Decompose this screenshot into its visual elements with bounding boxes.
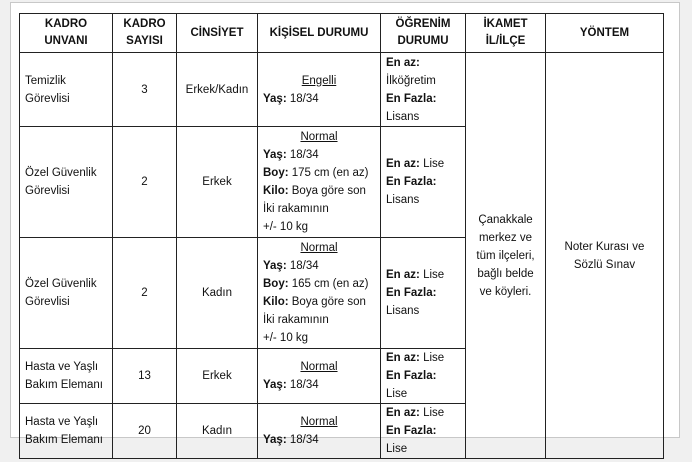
cell-unvan: Özel Güvenlik Görevlisi [20,238,113,349]
cell-kisisel: Normal Yaş: 18/34 Boy: 165 cm (en az) Kilo: Boya göre son İki rakamının +/- 10 kg [258,238,381,349]
cell-kisisel: Normal Yaş: 18/34 [258,349,381,404]
cell-kisisel: Normal Yaş: 18/34 [258,404,381,459]
table-row [20,53,664,127]
cell-cinsiyet: Kadın [177,404,258,459]
cell-cinsiyet: Erkek [177,127,258,238]
cell-cinsiyet: Erkek/Kadın [177,53,258,127]
header-kadro-sayisi: KADRO SAYISI [113,14,177,53]
header-row [20,14,664,53]
cell-unvan: Özel Güvenlik Görevlisi [20,127,113,238]
document-page [10,2,680,455]
cell-sayi: 20 [113,404,177,459]
cell-kisisel: Normal Yaş: 18/34 Boy: 175 cm (en az) Kilo: Boya göre son İki rakamının +/- 10 kg [258,127,381,238]
cell-ogrenim: En az: Lise En Fazla: Lisans [381,238,466,349]
cell-unvan: Temizlik Görevlisi [20,53,113,127]
cell-unvan: Hasta ve Yaşlı Bakım Elemanı [20,349,113,404]
cell-ogrenim: En az: Lise En Fazla: Lise [381,349,466,404]
cell-sayi: 2 [113,238,177,349]
cell-yontem: Noter Kurası ve Sözlü Sınav [546,53,664,459]
cell-cinsiyet: Kadın [177,238,258,349]
cell-ikamet: Çanakkale merkez ve tüm ilçeleri, bağlı belde ve köyleri. [466,53,546,459]
kadro-table [19,13,664,459]
cell-kisisel: Engelli Yaş: 18/34 [258,53,381,127]
header-ogrenim-durumu: ÖĞRENİM DURUMU [381,14,466,53]
header-kadro-unvani: KADRO UNVANI [20,14,113,53]
header-ikamet: İKAMET İL/İLÇE [466,14,546,53]
cell-sayi: 2 [113,127,177,238]
cell-sayi: 13 [113,349,177,404]
cell-ogrenim: En az: Lise En Fazla: Lise [381,404,466,459]
header-kisisel-durumu: KİŞİSEL DURUMU [258,14,381,53]
cell-sayi: 3 [113,53,177,127]
header-yontem: YÖNTEM [546,14,664,53]
cell-ogrenim: En az: İlköğretim En Fazla: Lisans [381,53,466,127]
cell-cinsiyet: Erkek [177,349,258,404]
cell-unvan: Hasta ve Yaşlı Bakım Elemanı [20,404,113,459]
header-cinsiyet: CİNSİYET [177,14,258,53]
cell-ogrenim: En az: Lise En Fazla: Lisans [381,127,466,238]
